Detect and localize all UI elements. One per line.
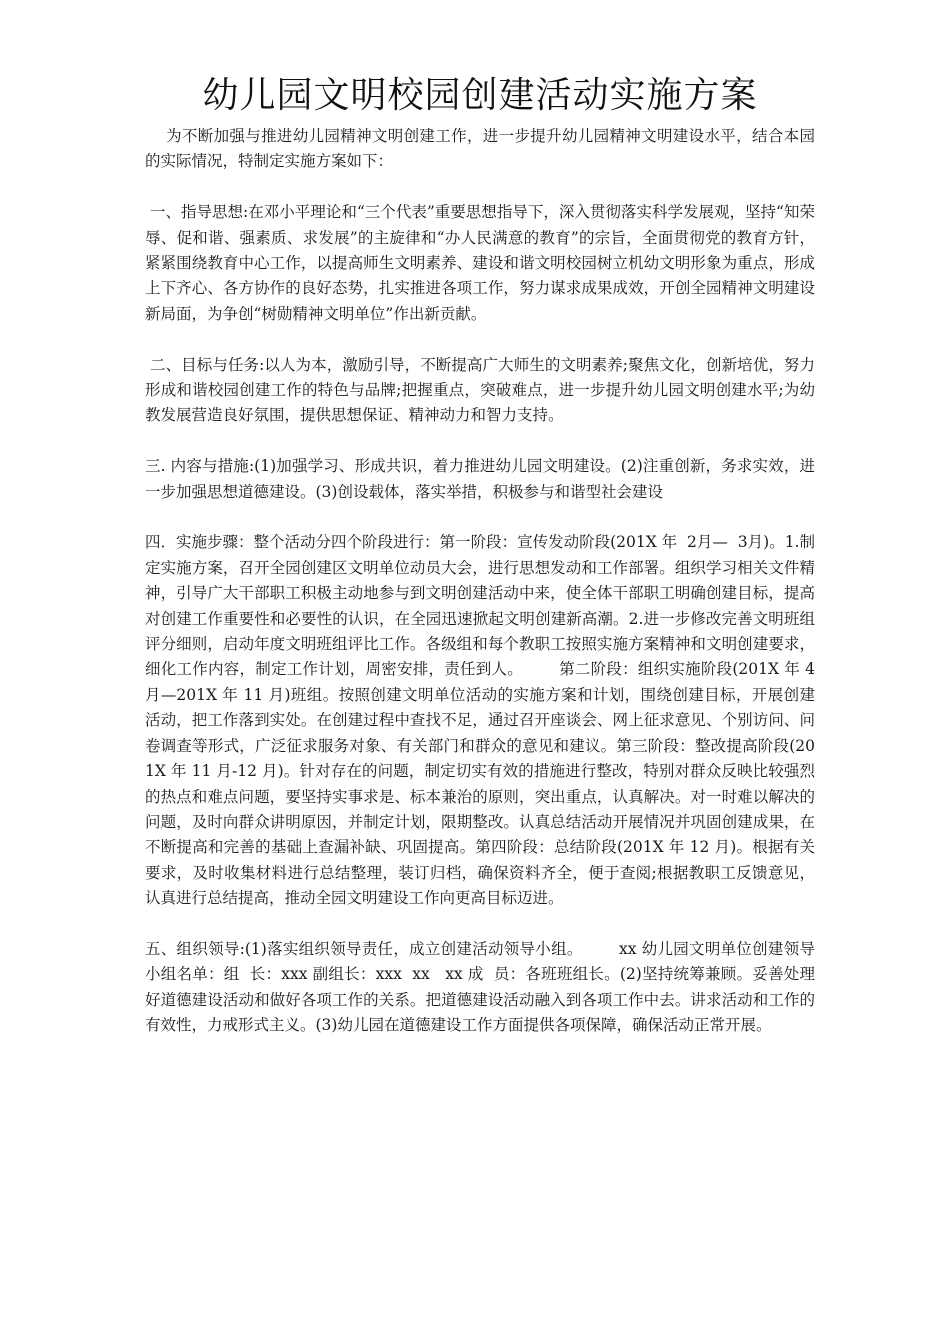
document-page — [145, 70, 820, 1039]
content-measures-paragraph: 三. 内容与措施:(1)加强学习、形成共识，着力推进幼儿园文明建设。(2)注重创新，务求实效，进一步加强思想道德建设。(3)创设载体，落实举措，积极参与和谐型社会建设 — [145, 457, 815, 501]
document-title: 幼儿园文明校园创建活动实施方案 — [202, 75, 758, 116]
guiding-ideology-paragraph: 一、指导思想:在邓小平理论和“三个代表”重要思想指导下，深入贯彻落实科学发展观，坚持“知荣辱、促和谐、强素质、求发展”的主旋律和“办人民满意的教育”的宗旨，全面贯彻党的教育方针，紧紧围绕教育中心工作，以提高师生文明素养、建设和谐文明校园树立机幼文明形象为重点，形成上下齐心、各方协作的良好态势，扎实推进各项工作，努力谋求成果成效，开创全园精神文明建设新局面，为争创“树勋精神文明单位”作出新贡献。 — [145, 203, 816, 323]
intro-paragraph: 为不断加强与推进幼儿园精神文明创建工作，进一步提升幼儿园精神文明建设水平，结合本园的实际情况，特制定实施方案如下： — [145, 127, 815, 171]
goals-tasks-paragraph: 二、目标与任务:以人为本，激励引导，不断提高广大师生的文明素养;聚焦文化，创新培优，努力形成和谐校园创建工作的特色与品牌;把握重点，突破难点，进一步提升幼儿园文明创建水平;为幼教发展营造良好氛围，提供思想保证、精神动力和智力支持。 — [145, 355, 815, 425]
implementation-steps-paragraph: 四．实施步骤：整个活动分四个阶段进行：第一阶段：宣传发动阶段(201X 年 2月— 3月)。1.制定实施方案，召开全园创建区文明单位动员大会，进行思想发动和工作部署。组织学习相关文件精神，引导广大干部职工积极主动地参与到文明创建活动中来，使全体干部职工明确创建目标，提高对创建工作重要性和必要性的认识，在全园迅速掀起文明创建新高潮。2.进一步修改完善文明班组评分细则，启动年度文明班组评比工作。各级组和每个教职工按照实施方案精神和文明创建要求，细化工作内容，制定工作计划，周密安排，责任到人。 第二阶段：组织实施阶段(201X 年 4 月—201X 年 11 月)班组。按照创建文明单位活动的实施方案和计划，围绕创建目标，开展创建活动，把工作落到实处。在创建过程中查找不足，通过召开座谈会、网上征求意见、个别访问、问卷调查等形式，广泛征求服务对象、有关部门和群众的意见和建议。第三阶段：整改提高阶段(201X 年 11 月-12 月)。针对存在的问题，制定切实有效的措施进行整改，特别对群众反映比较强烈的热点和难点问题，要坚持实事求是、标本兼治的原则，突出重点，认真解决。对一时难以解决的问题，及时向群众讲明原因，并制定计划，限期整改。认真总结活动开展情况并巩固创建成果，在不断提高和完善的基础上查漏补缺、巩固提高。第四阶段：总结阶段(201X 年 12 月)。根据有关要求，及时收集材料进行总结整理，装订归档，确保资料齐全，便于查阅;根据教职工反馈意见，认真进行总结提高，推动全园文明建设工作向更高目标迈进。 — [145, 533, 820, 908]
organization-leadership-paragraph: 五、组织领导:(1)落实组织领导责任，成立创建活动领导小组。 xx 幼儿园文明单位创建领导小组名单：组 长：xxx 副组长：xxx xx xx 成 员：各班班组长。(2)坚持统筹兼顾。妥善处理好道德建设活动和做好各项工作的关系。把道德建设活动融入到各项工作中去。讲求活动和工作的有效性，力戒形式主义。(3)幼儿园在道德建设工作方面提供各项保障，确保活动正常开展。 — [145, 939, 815, 1035]
